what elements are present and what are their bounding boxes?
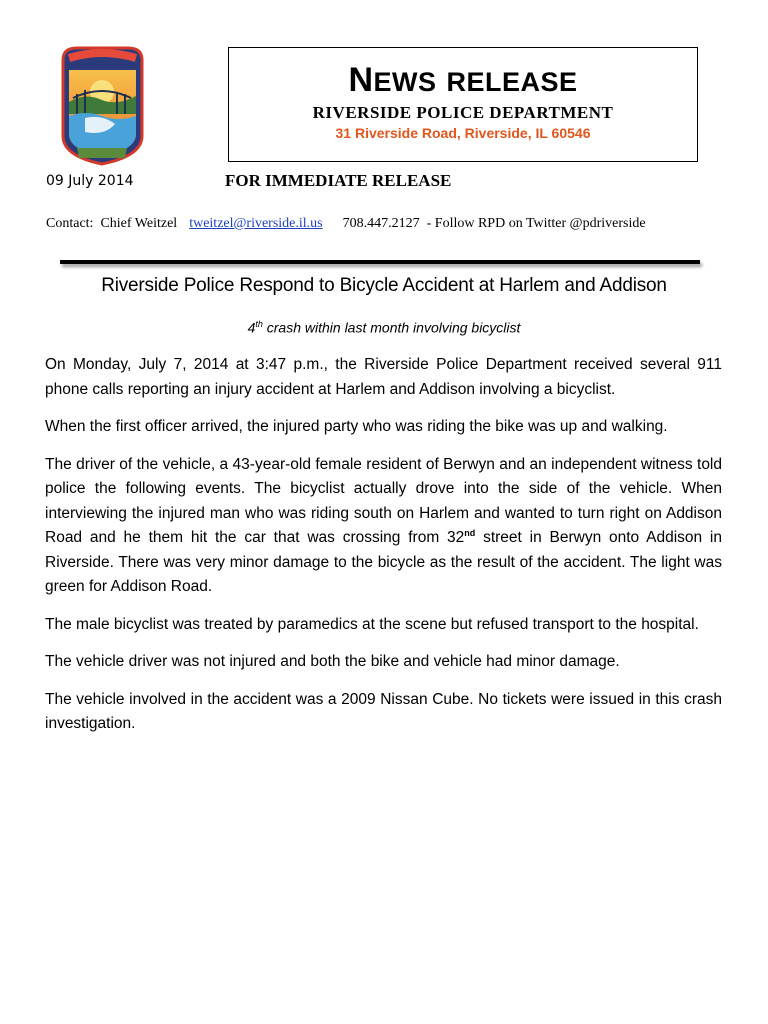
paragraph: The vehicle driver was not injured and both the bike and vehicle had minor damage.: [45, 653, 620, 670]
contact-label: Contact:: [46, 216, 94, 231]
article-body: [45, 353, 722, 750]
contact-phone: 708.447.2127: [342, 216, 420, 231]
article-subhead: 4th crash within last month involving bicyclist: [247, 319, 521, 336]
release-type: FOR IMMEDIATE RELEASE: [225, 171, 452, 190]
article-headline: Riverside Police Respond to Bicycle Accident at Harlem and Addison: [101, 275, 667, 296]
paragraph: When the first officer arrived, the injured party who was riding the bike was up and walking.: [45, 418, 668, 435]
department-name: RIVERSIDE POLICE DEPARTMENT: [312, 103, 614, 122]
paragraph: On Monday, July 7, 2014 at 3:47 p.m., the Riverside Police Department received several 911 phone calls reporting an injury accident at Harlem and Addison involving a bicyclist.: [45, 356, 722, 398]
twitter-text: - Follow RPD on Twitter @pdriverside: [426, 216, 646, 231]
contact-line: [46, 216, 646, 232]
release-date: 09 July 2014: [46, 173, 134, 189]
department-address: 31 Riverside Road, Riverside, IL 60546: [335, 125, 591, 141]
news-release-title: NEWS RELEASE: [348, 61, 578, 99]
paragraph: The vehicle involved in the accident was a 2009 Nissan Cube. No tickets were issued in this crash investigation.: [45, 690, 722, 732]
news-release-header: [228, 47, 698, 162]
police-badge-logo: [55, 44, 150, 168]
divider-rule: [60, 260, 700, 264]
paragraph: The driver of the vehicle, a 43-year-old female resident of Berwyn and an independent witness told police the following events. The bicyclist actually drove into the side of the vehicle. When interviewing the injured man who was riding south on Harlem and wanted to turn right on Addison Road and he them hit the car that was crossing from 32nd street in Berwyn onto Addison in Riverside. There was very minor damage to the bicycle as the result of the accident. The light was green for Addison Road.: [45, 455, 723, 595]
contact-email-link[interactable]: tweitzel@riverside.il.us: [189, 216, 323, 231]
paragraph: The male bicyclist was treated by paramedics at the scene but refused transport to the hospital.: [45, 615, 699, 633]
contact-name: Chief Weitzel: [100, 216, 178, 231]
